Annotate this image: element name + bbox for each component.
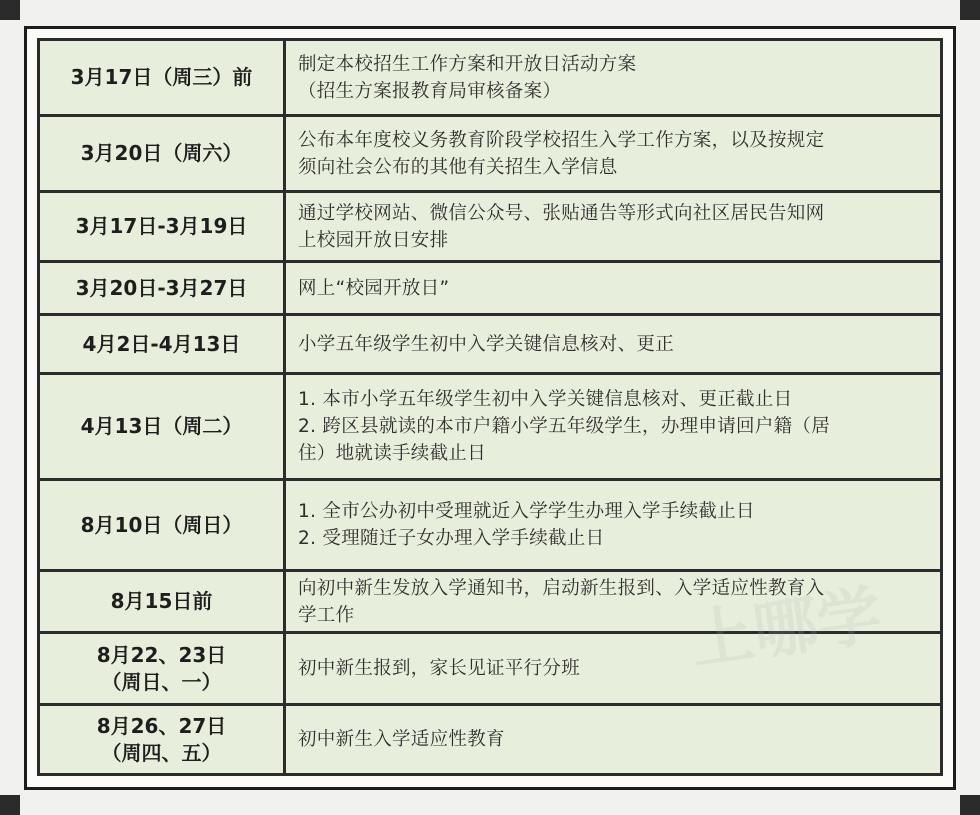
description-cell	[285, 571, 942, 633]
description-text: 制定本校招生工作方案和开放日活动方案	[298, 53, 637, 75]
table-row	[39, 192, 942, 262]
date-text: （周四、五）	[101, 740, 222, 765]
description-text: 初中新生入学适应性教育	[298, 729, 505, 750]
description-text: 1. 本市小学五年级学生初中入学关键信息核对、更正截止日	[298, 389, 793, 410]
table-row	[39, 40, 942, 116]
admission-schedule-table	[37, 38, 943, 776]
description-cell	[285, 315, 942, 374]
description-text: 须向社会公布的其他有关招生入学信息	[298, 156, 618, 178]
description-cell	[285, 262, 942, 315]
date-text: 3月20日-3月27日	[75, 275, 248, 300]
description-cell	[285, 116, 942, 192]
corner-mark	[960, 795, 980, 815]
description-cell	[285, 705, 942, 775]
table-row	[39, 480, 942, 571]
date-text: 8月22、23日	[96, 642, 227, 667]
description-text: 公布本年度校义务教育阶段学校招生入学工作方案，以及按规定	[298, 129, 825, 151]
table-row	[39, 315, 942, 374]
date-cell	[39, 116, 285, 192]
description-text: 小学五年级学生初中入学关键信息核对、更正	[298, 333, 675, 355]
date-cell	[39, 262, 285, 315]
description-text: 住）地就读手续截止日	[298, 443, 487, 464]
description-text: 网上“校园开放日”	[298, 277, 450, 299]
date-text: （周日、一）	[101, 669, 222, 694]
table-row	[39, 571, 942, 633]
description-text: 学工作	[298, 604, 355, 626]
description-text: 通过学校网站、微信公众号、张贴通告等形式向社区居民告知网	[298, 202, 825, 224]
table-row	[39, 116, 942, 192]
corner-mark	[960, 0, 980, 20]
date-cell	[39, 315, 285, 374]
description-cell	[285, 480, 942, 571]
description-cell	[285, 633, 942, 705]
description-cell	[285, 374, 942, 480]
date-text: 8月15日前	[110, 589, 213, 613]
schedule-frame	[24, 26, 956, 790]
description-cell	[285, 192, 942, 262]
corner-mark	[0, 795, 20, 815]
description-text: 2. 受理随迁子女办理入学手续截止日	[298, 528, 605, 549]
date-text: 4月13日（周二）	[80, 414, 243, 438]
description-text: 上校园开放日安排	[298, 229, 449, 251]
date-cell	[39, 705, 285, 775]
table-row	[39, 374, 942, 480]
description-text: 1. 全市公办初中受理就近入学学生办理入学手续截止日	[298, 501, 755, 522]
date-cell	[39, 571, 285, 633]
date-cell	[39, 40, 285, 116]
date-cell	[39, 374, 285, 480]
table-row	[39, 262, 942, 315]
date-text: 4月2日-4月13日	[82, 331, 241, 356]
date-cell	[39, 633, 285, 705]
date-cell	[39, 480, 285, 571]
description-cell	[285, 40, 942, 116]
date-text: 3月20日（周六）	[80, 141, 243, 165]
description-text: （招生方案报教育局审核备案）	[298, 80, 562, 102]
corner-mark	[0, 0, 20, 20]
table-row	[39, 633, 942, 705]
date-text: 8月26、27日	[96, 713, 227, 738]
date-text: 3月17日（周三）前	[70, 65, 253, 89]
description-text: 2. 跨区县就读的本市户籍小学五年级学生，办理申请回户籍（居	[298, 416, 831, 437]
date-text: 3月17日-3月19日	[75, 214, 248, 238]
date-text: 8月10日（周日）	[80, 512, 243, 537]
description-text: 初中新生报到，家长见证平行分班	[298, 658, 581, 679]
date-cell	[39, 192, 285, 262]
description-text: 向初中新生发放入学通知书，启动新生报到、入学适应性教育入	[298, 577, 825, 599]
table-row	[39, 705, 942, 775]
